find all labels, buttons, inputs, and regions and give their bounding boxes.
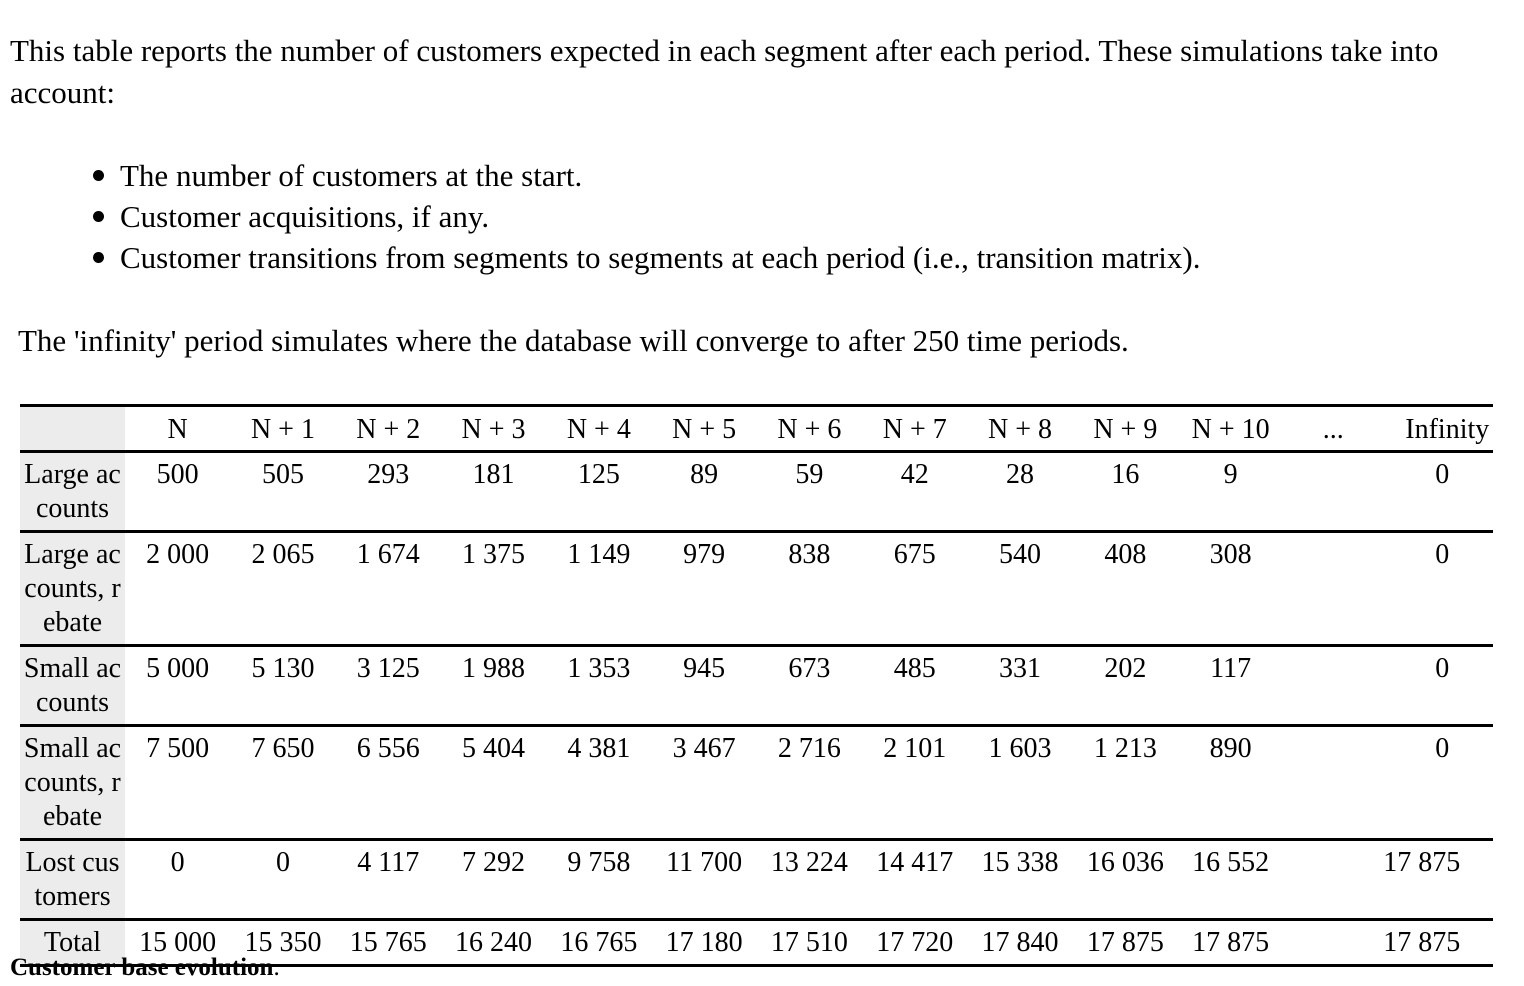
table-cell: 1 603 xyxy=(988,733,1052,764)
corner-cell xyxy=(20,406,125,452)
caption-text: Customer base evolution xyxy=(10,954,274,981)
table-cell: 1 375 xyxy=(462,539,526,570)
table-cell xyxy=(1283,726,1383,840)
column-header: N + 1 xyxy=(250,414,315,445)
table-cell: 13 224 xyxy=(770,847,848,878)
table-cell: 0 xyxy=(1435,653,1450,684)
list-item: Customer acquisitions, if any. xyxy=(120,196,1200,237)
consideration-list xyxy=(120,155,1200,278)
table-cell: 17 875 xyxy=(1086,927,1164,958)
table-caption: Customer base evolution. xyxy=(10,954,280,981)
row-label: Large accounts xyxy=(20,452,125,532)
table-cell xyxy=(1283,840,1383,920)
table-cell: 2 000 xyxy=(146,539,210,570)
table-cell: 9 758 xyxy=(567,847,631,878)
table-header-row xyxy=(20,406,1493,452)
table-cell: 0 xyxy=(275,847,290,878)
row-label: Small accounts xyxy=(20,646,125,726)
table-cell: 5 000 xyxy=(146,653,210,684)
table-cell: 42 xyxy=(900,459,929,490)
table-cell: 17 180 xyxy=(665,927,743,958)
table-cell: 1 674 xyxy=(356,539,420,570)
table-cell: 2 716 xyxy=(777,733,841,764)
column-header: N + 9 xyxy=(1093,414,1158,445)
column-header: N + 4 xyxy=(566,414,631,445)
table-cell: 838 xyxy=(788,539,831,570)
table-cell: 408 xyxy=(1104,539,1147,570)
column-header: N + 6 xyxy=(777,414,842,445)
list-item: The number of customers at the start. xyxy=(120,155,1200,196)
table-cell: 17 875 xyxy=(1192,927,1270,958)
table-cell: 9 xyxy=(1223,459,1238,490)
table-cell xyxy=(1283,646,1383,726)
infinity-note: The 'infinity' period simulates where the database will converge to after 250 time periods. xyxy=(18,323,1129,358)
table-cell: 0 xyxy=(1435,539,1450,570)
table-cell: 7 292 xyxy=(462,847,526,878)
table-cell: 0 xyxy=(1435,459,1450,490)
table-cell: 3 125 xyxy=(356,653,420,684)
table-cell xyxy=(1283,532,1383,646)
table-cell: 5 130 xyxy=(251,653,315,684)
row-label: Lost customers xyxy=(20,840,125,920)
table-cell: 17 875 xyxy=(1383,847,1461,878)
table-cell: 1 988 xyxy=(462,653,526,684)
table-cell: 15 765 xyxy=(349,927,427,958)
table-cell: 15 000 xyxy=(139,927,217,958)
table-cell: 125 xyxy=(577,459,620,490)
table-row xyxy=(20,646,1493,726)
table-cell: 16 765 xyxy=(560,927,638,958)
table-cell xyxy=(1283,920,1383,966)
table-cell: 0 xyxy=(170,847,185,878)
table-cell: 15 350 xyxy=(244,927,322,958)
table-cell: 1 213 xyxy=(1093,733,1157,764)
table-cell: 181 xyxy=(472,459,515,490)
table-cell: 540 xyxy=(999,539,1042,570)
row-label: Total xyxy=(20,920,125,966)
table-cell: 4 117 xyxy=(357,847,420,878)
table-cell: 675 xyxy=(893,539,936,570)
column-header: N + 5 xyxy=(672,414,737,445)
intro-paragraph: This table reports the number of customers expected in each segment after each period. These simulations take into account: xyxy=(10,33,1439,110)
table-cell: 2 065 xyxy=(251,539,315,570)
table-cell: 500 xyxy=(156,459,199,490)
table-cell: 14 417 xyxy=(876,847,954,878)
list-item: Customer transitions from segments to segments at each period (i.e., transition matrix). xyxy=(120,237,1200,278)
column-header: N + 2 xyxy=(356,414,421,445)
table-cell: 15 338 xyxy=(981,847,1059,878)
table-cell: 16 xyxy=(1111,459,1140,490)
column-header-infinity: Infinity xyxy=(1405,414,1490,445)
table-cell: 1 149 xyxy=(567,539,631,570)
table-cell: 673 xyxy=(788,653,831,684)
table-row xyxy=(20,532,1493,646)
table-cell: 7 500 xyxy=(146,733,210,764)
table-cell: 17 840 xyxy=(981,927,1059,958)
row-label: Small accounts, rebate xyxy=(20,726,125,840)
table-cell: 17 720 xyxy=(876,927,954,958)
table-cell: 202 xyxy=(1104,653,1147,684)
table-cell: 945 xyxy=(683,653,726,684)
table-cell: 293 xyxy=(367,459,410,490)
table-cell: 890 xyxy=(1209,733,1252,764)
table-cell: 59 xyxy=(795,459,824,490)
column-header: N + 3 xyxy=(461,414,526,445)
table-cell: 117 xyxy=(1210,653,1252,684)
table-cell: 16 552 xyxy=(1192,847,1270,878)
column-header: N xyxy=(167,414,188,445)
table-cell: 11 700 xyxy=(666,847,743,878)
table-cell xyxy=(1283,452,1383,532)
table-cell: 308 xyxy=(1209,539,1252,570)
column-header-ellipsis: ... xyxy=(1322,414,1344,445)
column-header: N + 8 xyxy=(988,414,1053,445)
table-row xyxy=(20,452,1493,532)
table-cell: 16 240 xyxy=(455,927,533,958)
table-cell: 89 xyxy=(690,459,719,490)
table-cell: 0 xyxy=(1435,733,1450,764)
row-label: Large accounts, rebate xyxy=(20,532,125,646)
table-cell: 6 556 xyxy=(356,733,420,764)
table-cell: 1 353 xyxy=(567,653,631,684)
column-header: N + 7 xyxy=(882,414,947,445)
table-cell: 5 404 xyxy=(462,733,526,764)
table-cell: 485 xyxy=(893,653,936,684)
table-cell: 28 xyxy=(1006,459,1035,490)
table-cell: 7 650 xyxy=(251,733,315,764)
table-cell: 2 101 xyxy=(883,733,947,764)
table-cell: 3 467 xyxy=(672,733,736,764)
customer-base-table xyxy=(20,404,1493,967)
table-row xyxy=(20,840,1493,920)
table-cell: 979 xyxy=(683,539,726,570)
table-cell: 17 875 xyxy=(1383,927,1461,958)
table-cell: 4 381 xyxy=(567,733,631,764)
column-header: N + 10 xyxy=(1191,414,1270,445)
table-cell: 505 xyxy=(261,459,304,490)
table-cell: 17 510 xyxy=(770,927,848,958)
table-row xyxy=(20,726,1493,840)
table-cell: 16 036 xyxy=(1086,847,1164,878)
table-cell: 331 xyxy=(999,653,1042,684)
